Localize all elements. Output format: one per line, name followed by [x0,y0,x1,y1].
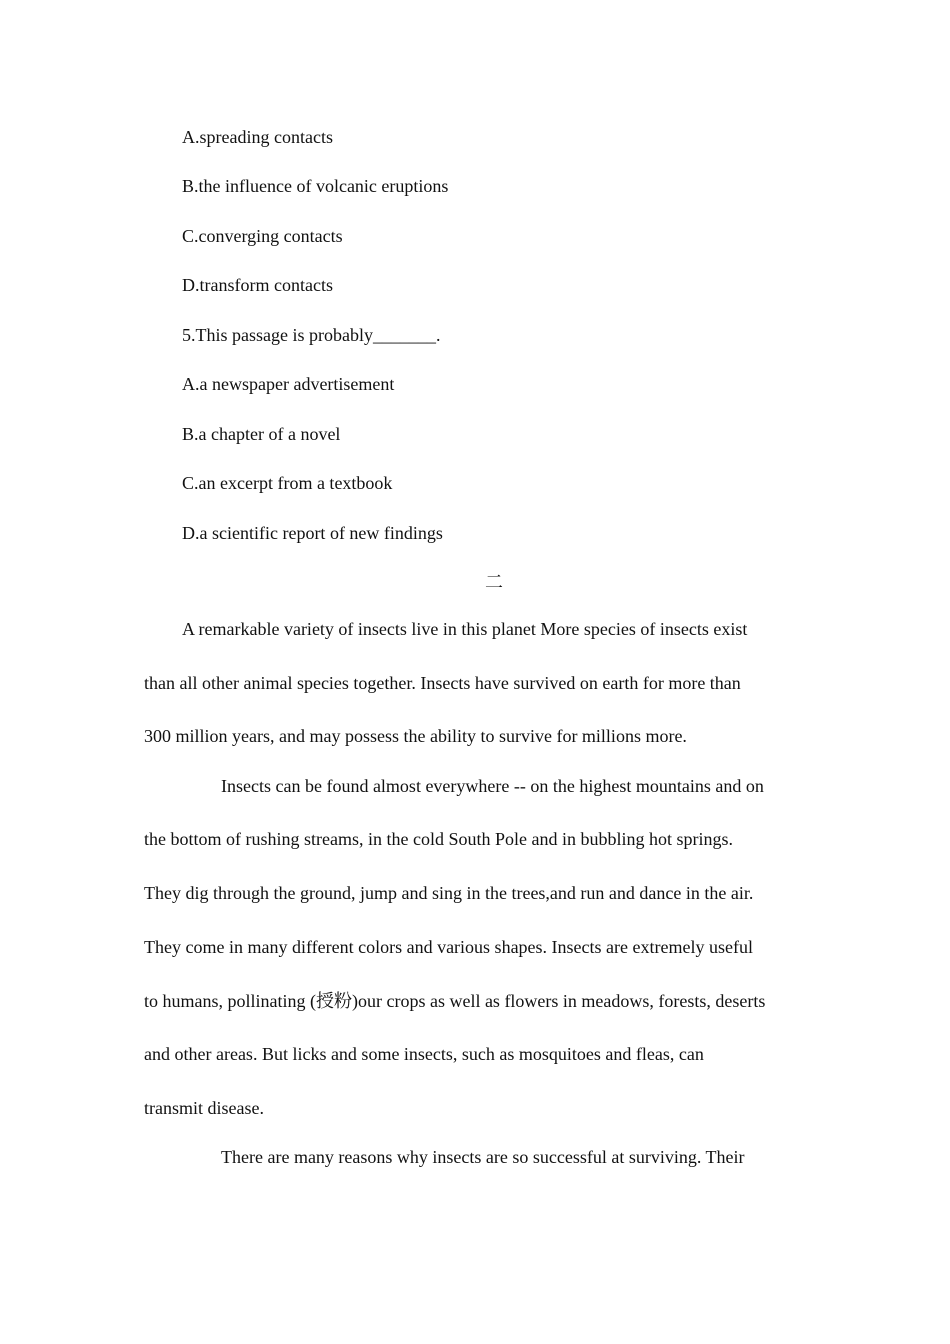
q4-option-a: A.spreading contacts [182,127,333,147]
para2-line-6: and other areas. But licks and some insects, such as mosquitoes and fleas, can [144,1044,704,1064]
q4-option-c: C.converging contacts [182,226,343,246]
q4-option-b: B.the influence of volcanic eruptions [182,176,449,196]
para2-line-3: They dig through the ground, jump and sing in the trees,and run and dance in the air. [144,883,754,903]
section-marker: 二 [485,572,503,592]
q5-option-c: C.an excerpt from a textbook [182,473,393,493]
para1-line-2: than all other animal species together. Insects have survived on earth for more than [144,673,741,693]
para2-line-4: They come in many different colors and various shapes. Insects are extremely useful [144,937,753,957]
para1-line-1: A remarkable variety of insects live in this planet More species of insects exist [182,619,748,639]
para2-line-5: to humans, pollinating (授粉)our crops as well as flowers in meadows, forests, deserts [144,991,766,1011]
para1-line-3: 300 million years, and may possess the ability to survive for millions more. [144,726,687,746]
q5-stem: 5.This passage is probably_______. [182,325,441,345]
para2-line-1: Insects can be found almost everywhere -- on the highest mountains and on [221,776,764,796]
q5-option-a: A.a newspaper advertisement [182,374,395,394]
q4-option-d: D.transform contacts [182,275,333,295]
para2-line-2: the bottom of rushing streams, in the cold South Pole and in bubbling hot springs. [144,829,733,849]
para2-line-7: transmit disease. [144,1098,264,1118]
q5-option-d: D.a scientific report of new findings [182,523,443,543]
para3-line-1: There are many reasons why insects are so successful at surviving. Their [221,1147,745,1167]
q5-option-b: B.a chapter of a novel [182,424,341,444]
